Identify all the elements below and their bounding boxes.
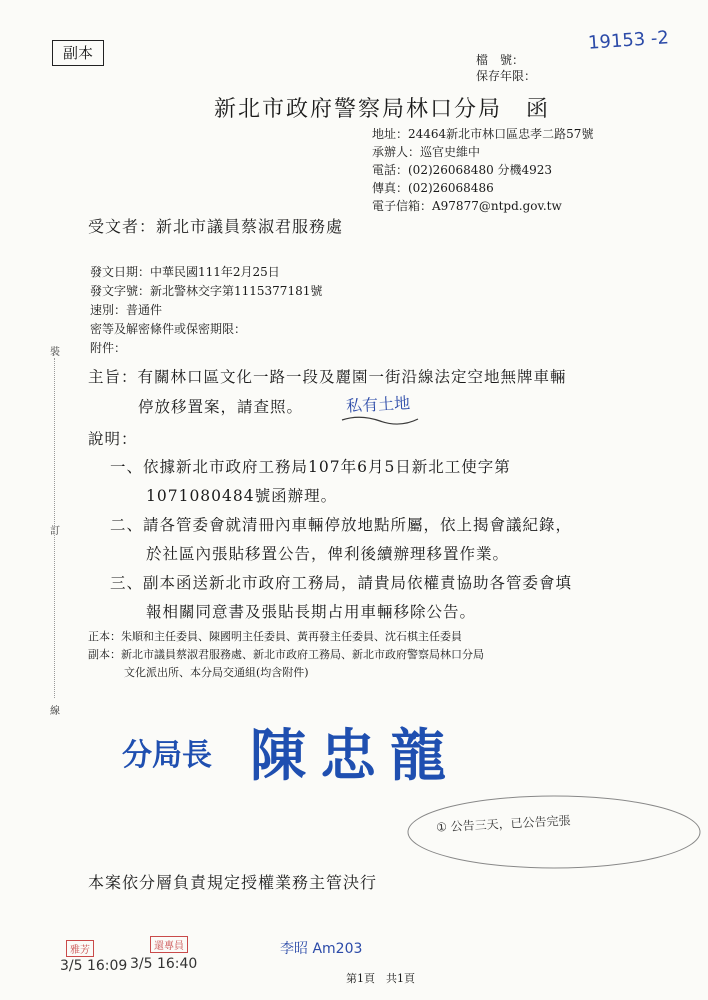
item-3-line-2: 報相關同意書及張貼長期占用車輛移除公告。: [146, 603, 477, 621]
issue-date: 發文日期：中華民國111年2月25日: [90, 265, 280, 279]
contact-handler: 承辦人：巡官史維中: [372, 145, 481, 159]
handwritten-time-2: 3/5 16:40: [130, 956, 198, 972]
reviewer-stamp: 還專員: [150, 936, 188, 953]
item-2-line-1: 二、請各管委會就清冊內車輛停放地點所屬，依上揭會議紀錄，: [110, 516, 573, 534]
handwritten-time-1: 3/5 16:09: [60, 958, 128, 974]
file-number-label: 檔 號：: [476, 53, 525, 67]
item-1-line-2: 1071080484號函辦理。: [146, 487, 338, 505]
signature-title: 分局長: [122, 738, 212, 773]
attachment-label: 附件：: [90, 341, 127, 355]
handler-stamp: 雅芳: [66, 940, 94, 957]
margin-ellipse: [404, 790, 704, 880]
authorization-note: 本案依分層負責規定授權業務主管決行: [88, 873, 378, 892]
binding-mark: 裝: [50, 347, 60, 358]
secrecy-class: 密等及解密條件或保密期限：: [90, 322, 247, 336]
contact-address: 地址：24464新北市林口區忠孝二路57號: [372, 127, 594, 141]
contact-phone: 電話：(02)26068480 分機4923: [372, 163, 553, 177]
item-2-line-2: 於社區內張貼移置公告，俾利後續辦理移置作業。: [146, 545, 510, 563]
handwritten-initials: 李昭 Am203: [280, 941, 363, 957]
distribution-copy-2: 文化派出所、本分局交通組(均含附件): [124, 666, 309, 679]
handwritten-margin-note: ① 公告三天，已公告完張: [435, 813, 571, 835]
binding-mark: 線: [50, 706, 60, 717]
speed-class: 速別：普通件: [90, 303, 163, 317]
page-number: 第1頁 共1頁: [346, 972, 415, 985]
binding-line: [54, 358, 55, 698]
contact-fax: 傳真：(02)26068486: [372, 181, 494, 195]
item-3-line-1: 三、副本函送新北市政府工務局，請貴局依權責協助各管委會填: [110, 574, 573, 592]
binding-mark: 訂: [50, 526, 60, 537]
handwritten-underline: [340, 414, 420, 426]
explanation-label: 說明：: [88, 430, 138, 448]
distribution-copy-1: 副本：新北市議員蔡淑君服務處、新北市政府工務局、新北市政府警察局林口分局: [88, 648, 484, 661]
subject-line-2: 停放移置案，請查照。: [138, 398, 304, 416]
issue-number: 發文字號：新北警林交字第1115377181號: [90, 284, 323, 298]
contact-email: 電子信箱：A97877@ntpd.gov.tw: [372, 199, 562, 213]
document-title: 新北市政府警察局林口分局 函: [214, 97, 551, 122]
subject-line-1: 主旨：有關林口區文化一路一段及麗園一街沿線法定空地無牌車輛: [88, 368, 567, 386]
item-1-line-1: 一、依據新北市政府工務局107年6月5日新北工使字第: [110, 458, 511, 476]
signature-name: 陳忠龍: [250, 723, 460, 789]
recipient: 受文者：新北市議員蔡淑君服務處: [88, 217, 344, 236]
retention-label: 保存年限：: [476, 69, 537, 83]
distribution-main: 正本：朱順和主任委員、陳國明主任委員、黃再發主任委員、沈石棋主任委員: [88, 630, 462, 643]
copy-label: 副本: [52, 40, 104, 66]
handwritten-subject-note: 私有土地: [345, 393, 411, 416]
handwritten-top-note: 19153 -2: [587, 27, 670, 54]
